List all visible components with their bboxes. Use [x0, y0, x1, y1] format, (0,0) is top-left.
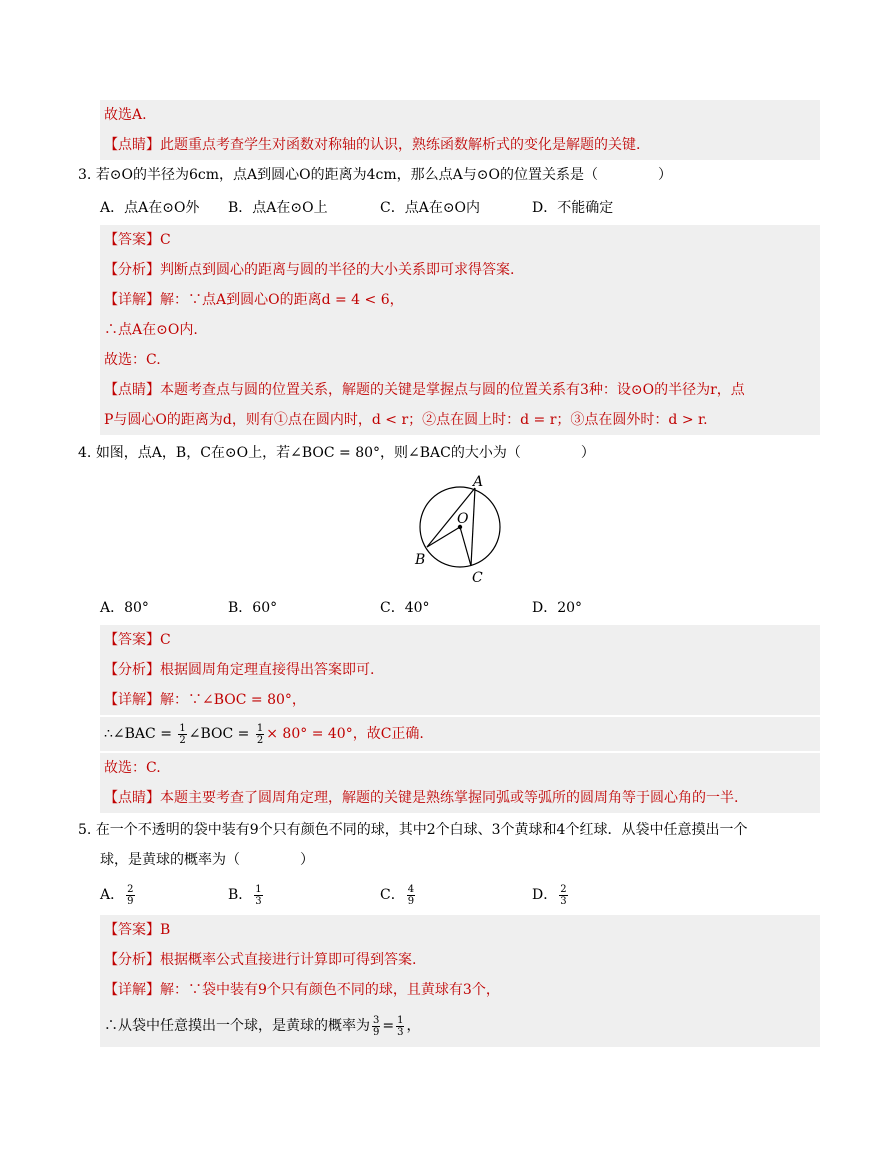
q5-option-b-fraction: $\frac{1}{3}$ [255, 883, 262, 907]
q5-fraction-2: $\frac{1}{3}$ [397, 1014, 404, 1038]
q5-option-a-fraction: $\frac{2}{9}$ [127, 883, 134, 907]
q5-stem-1: 5. 在一个不透明的袋中装有9个只有颜色不同的球，其中2个白球、3个黄球和4个红球．从袋中任意摸出一个 [78, 822, 748, 838]
q3-stem: 3. 若⊙O的半径为6cm，点A到圆心O的距离为4cm，那么点A与⊙O的位置关系是（ ） [78, 167, 672, 183]
q5-answer: 【答案】B [100, 915, 820, 945]
q4-detail-1: 【详解】解：∵∠BOC = 80°， [100, 685, 820, 715]
prev-comment: 【点睛】此题重点考查学生对函数对称轴的认识，熟练函数解析式的变化是解题的关键. [100, 130, 820, 160]
prev-choice: 故选A. [100, 100, 820, 130]
q3-option-b: B．点A在⊙O上 [228, 200, 328, 216]
q4-comment: 【点睛】本题主要考查了圆周角定理，解题的关键是熟练掌握同弧或等弧所的圆周角等于圆心角的一半. [100, 783, 820, 813]
q5-option-c-fraction: $\frac{4}{9}$ [407, 883, 415, 907]
q3-answer: 【答案】C [100, 225, 820, 255]
q5-option-c: C． $\frac{4}{9}$ [380, 883, 415, 907]
q4-option-b: B．60° [228, 600, 278, 616]
circle-figure [405, 470, 515, 590]
q4-option-d: D．20° [532, 600, 583, 616]
q3-option-a: A．点A在⊙O外 [100, 200, 200, 216]
q5-analysis: 【分析】根据概率公式直接进行计算即可得到答案. [100, 945, 820, 975]
q4-choice: 故选：C. [100, 753, 820, 783]
q5-stem-2: 球，是黄球的概率为（ ） [100, 852, 314, 868]
q5-detail-1: 【详解】解：∵袋中装有9个只有颜色不同的球，且黄球有3个， [100, 975, 820, 1005]
label-a: A [473, 474, 484, 490]
q3-detail-1: 【详解】解：∵点A到圆心O的距离d = 4 < 6， [100, 285, 820, 315]
label-o: O [457, 511, 469, 527]
q5-option-a: A． $\frac{2}{9}$ [100, 883, 134, 907]
q4-option-c: C．40° [380, 600, 430, 616]
label-c: C [472, 570, 483, 586]
q4-analysis: 【分析】根据圆周角定理直接得出答案即可. [100, 655, 820, 685]
label-b: B [415, 552, 426, 568]
q4-answer: 【答案】C [100, 625, 820, 655]
q3-option-d: D．不能确定 [532, 200, 614, 216]
q5-fraction-1: $\frac{3}{9}$ [373, 1014, 380, 1038]
segment-oc [460, 527, 471, 566]
q3-comment-2: P与圆心O的距离为d，则有①点在圆内时，d < r；②点在圆上时：d = r；③点在圆外时：d > r. [100, 405, 820, 435]
q3-comment-1: 【点睛】本题考查点与圆的位置关系，解题的关键是掌握点与圆的位置关系有3种：设⊙O的半径为r，点 [100, 375, 820, 405]
q4-option-a: A．80° [100, 600, 149, 616]
half-fraction-2: $\frac{1}{2}$ [256, 722, 264, 746]
q4-stem: 4. 如图，点A，B，C在⊙O上，若∠BOC = 80°，则∠BAC的大小为（ ） [78, 445, 595, 461]
q4-detail-2: ∴∠BAC = $\frac{1}{2}$ ∠BOC = $\frac{1}{2}$ × 80° = 40°，故C正确. [100, 717, 820, 751]
segment-ac [471, 488, 475, 566]
q3-option-c: C．点A在⊙O内 [380, 200, 481, 216]
q5-option-d-fraction: $\frac{2}{3}$ [560, 883, 567, 907]
q3-analysis: 【分析】判断点到圆心的距离与圆的半径的大小关系即可求得答案. [100, 255, 820, 285]
q5-detail-2: ∴从袋中任意摸出一个球，是黄球的概率为 $\frac{3}{9}$ = $\frac{1}{3}$ ， [100, 1005, 820, 1047]
q5-option-d: D． $\frac{2}{3}$ [532, 883, 567, 907]
half-fraction: $\frac{1}{2}$ [179, 722, 186, 746]
q3-choice: 故选：C. [100, 345, 820, 375]
q3-detail-2: ∴点A在⊙O内. [100, 315, 820, 345]
segment-ob [427, 527, 460, 547]
q5-option-b: B． $\frac{1}{3}$ [228, 883, 262, 907]
